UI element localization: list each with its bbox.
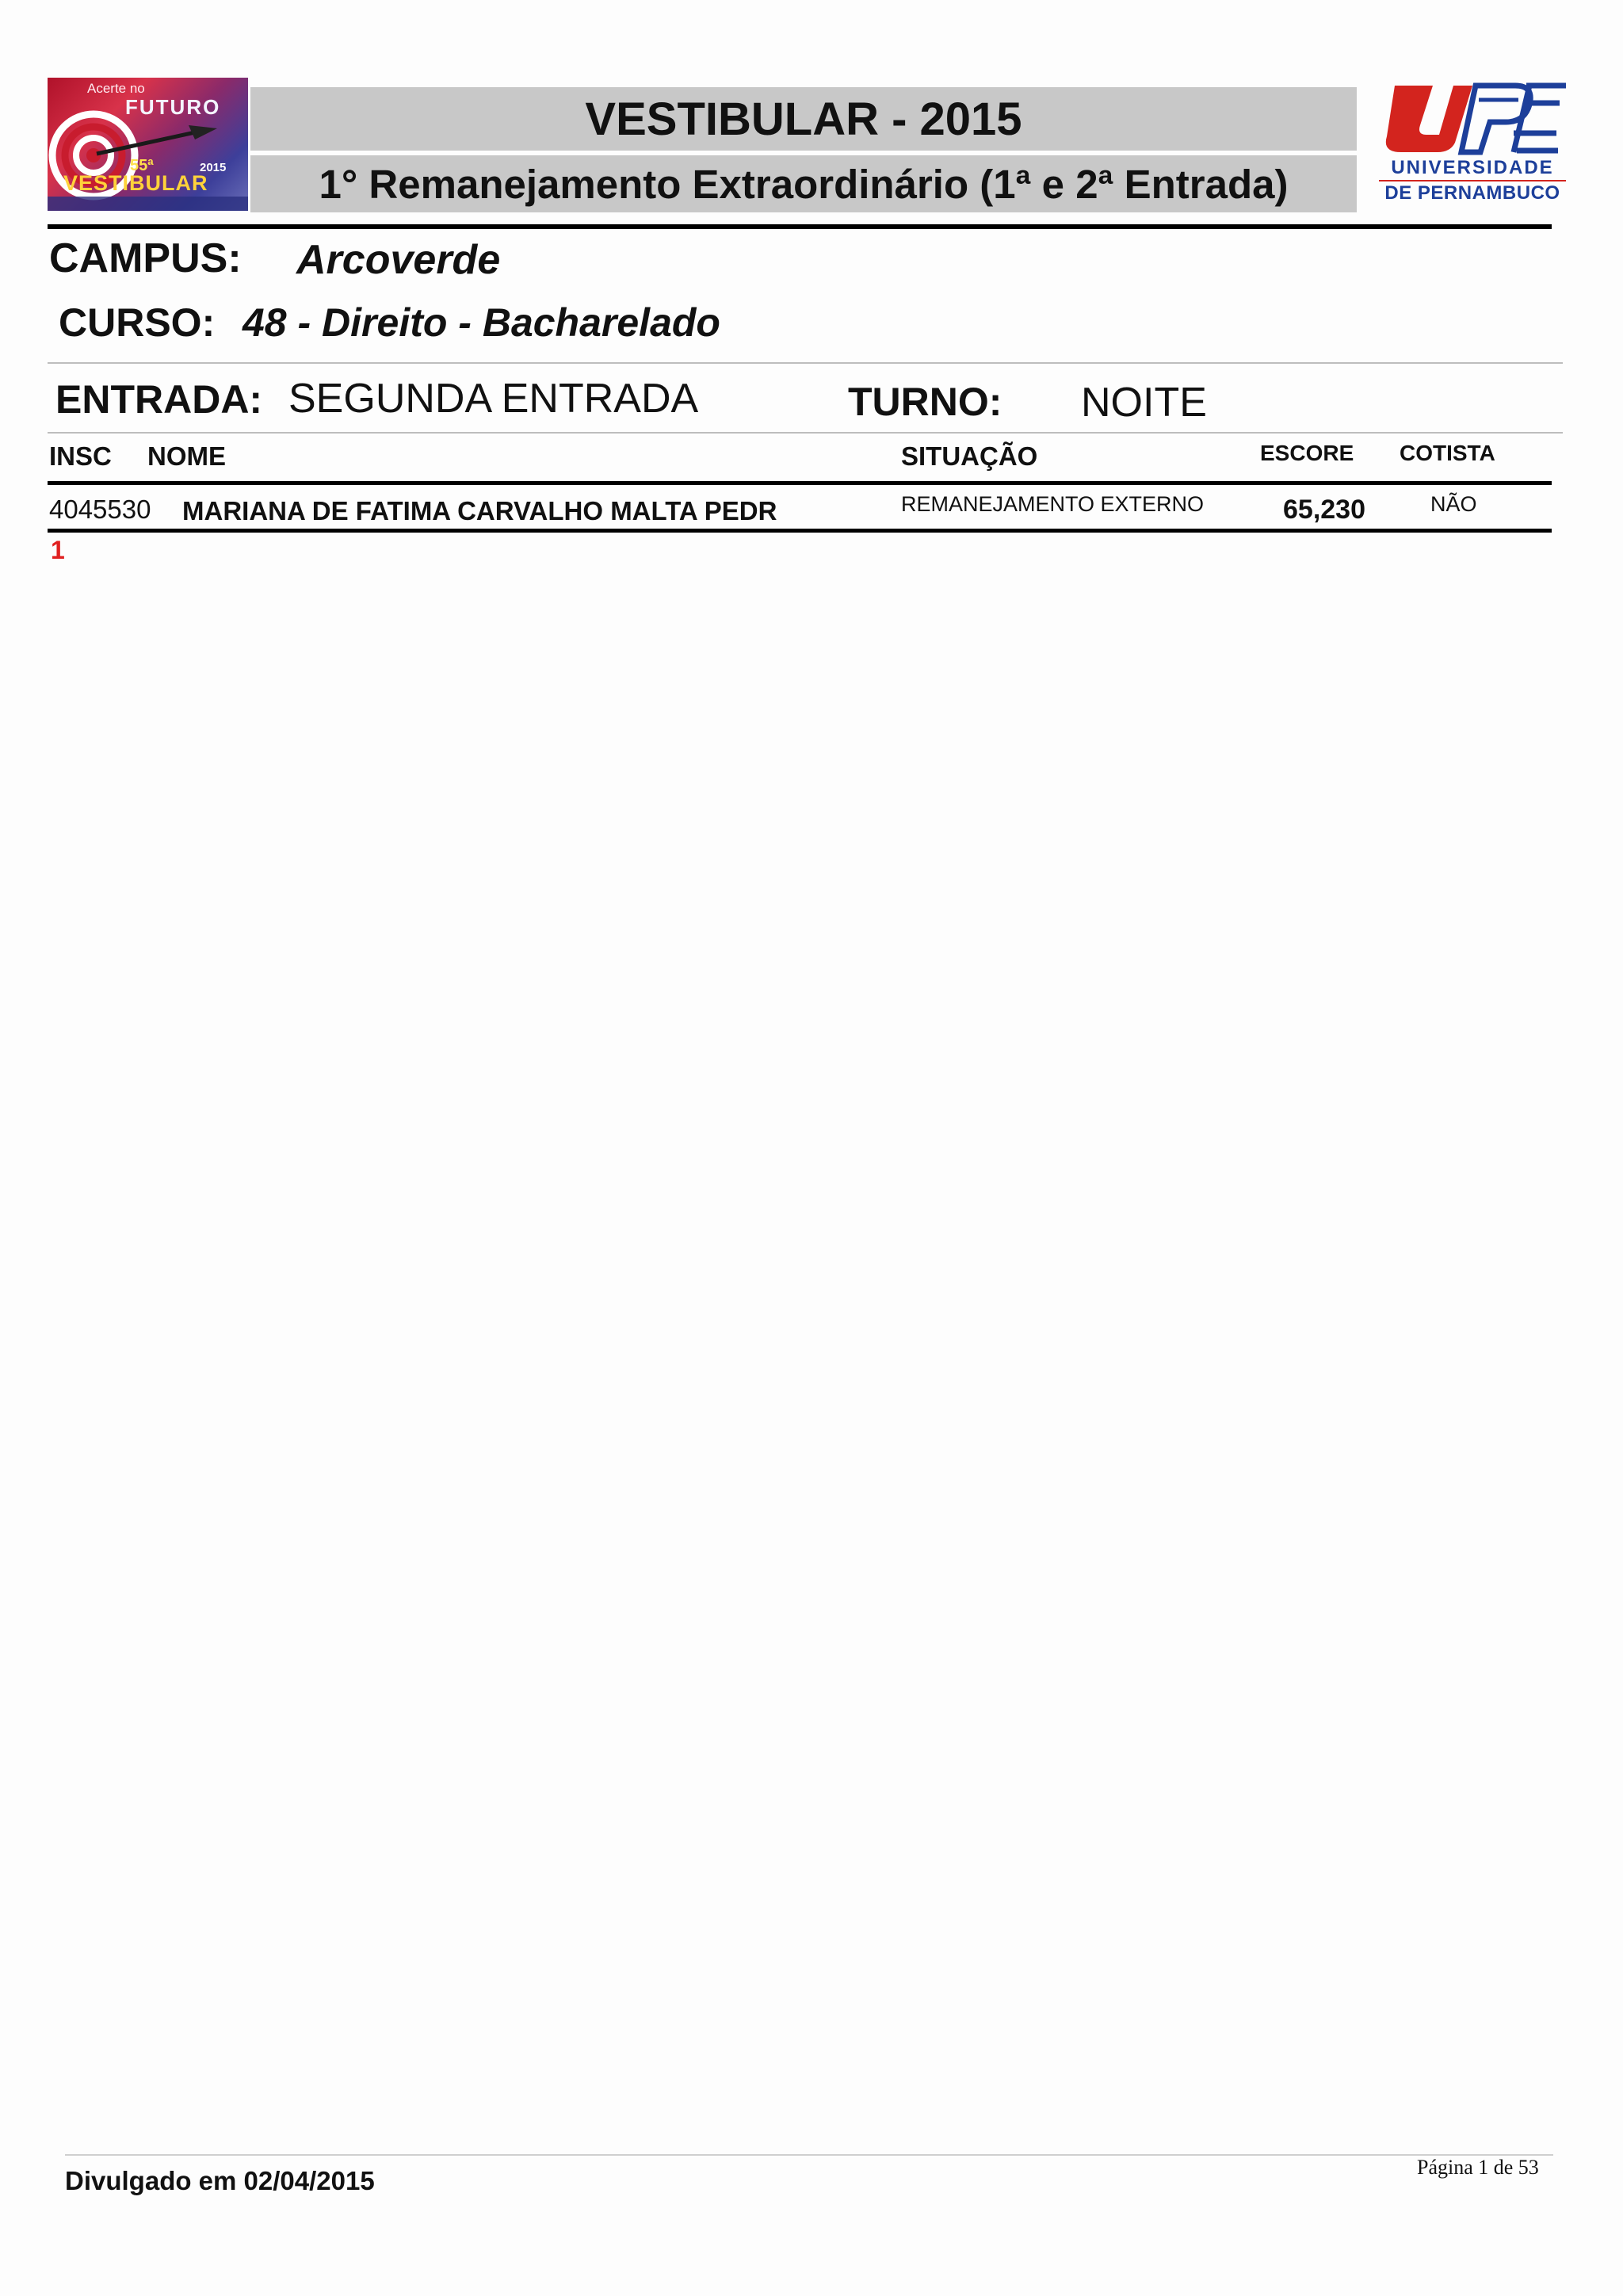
- column-header-situacao: SITUAÇÃO: [901, 441, 1038, 471]
- row-cotista: NÃO: [1430, 492, 1477, 516]
- curso-value: 48 - Direito - Bacharelado: [242, 300, 720, 345]
- header-divider: [48, 224, 1552, 229]
- table-top-divider: [48, 432, 1563, 434]
- logo-text-edition: 55ª: [130, 157, 154, 174]
- upe-university-text: UNIVERSIDADE: [1391, 157, 1554, 178]
- footer-divider: [65, 2154, 1553, 2156]
- table-header-divider: [48, 481, 1552, 485]
- entrada-value: SEGUNDA ENTRADA: [288, 376, 699, 422]
- upe-logo: [1371, 76, 1569, 211]
- published-date: Divulgado em 02/04/2015: [65, 2166, 375, 2195]
- logo-text-year: 2015: [200, 161, 227, 174]
- row-count: 1: [51, 536, 65, 564]
- page-title: VESTIBULAR - 2015: [250, 87, 1357, 151]
- upe-pernambuco-text: DE PERNAMBUCO: [1384, 182, 1560, 204]
- campus-value: Arcoverde: [296, 237, 501, 283]
- column-header-insc: INSC: [49, 441, 112, 471]
- turno-label: TURNO:: [848, 380, 1002, 424]
- page-number: Página 1 de 53: [1417, 2156, 1539, 2179]
- column-header-nome: NOME: [147, 441, 226, 471]
- row-nome: MARIANA DE FATIMA CARVALHO MALTA PEDR: [182, 496, 777, 525]
- upe-monogram-icon: [1371, 76, 1569, 155]
- row-situacao: REMANEJAMENTO EXTERNO: [901, 492, 1205, 516]
- row-escore: 65,230: [1283, 495, 1365, 525]
- vestibular-logo: [48, 78, 248, 211]
- column-header-cotista: COTISTA: [1400, 441, 1495, 465]
- section-divider: [48, 362, 1563, 364]
- turno-value: NOITE: [1081, 380, 1207, 426]
- page-subtitle: 1° Remanejamento Extraordinário (1ª e 2ª Entrada): [250, 155, 1357, 212]
- upe-divider: [1379, 180, 1566, 181]
- logo-text-vestibular: VESTIBULAR: [63, 171, 208, 195]
- curso-label: CURSO:: [59, 300, 216, 345]
- campus-label: CAMPUS:: [49, 235, 242, 281]
- logo-text-futuro: FUTURO: [125, 95, 221, 119]
- column-header-escore: ESCORE: [1260, 441, 1354, 465]
- entrada-label: ENTRADA:: [55, 377, 263, 422]
- logo-text-acerte: Acerte no: [87, 81, 145, 96]
- row-insc: 4045530: [49, 495, 151, 524]
- table-bottom-divider: [48, 529, 1552, 533]
